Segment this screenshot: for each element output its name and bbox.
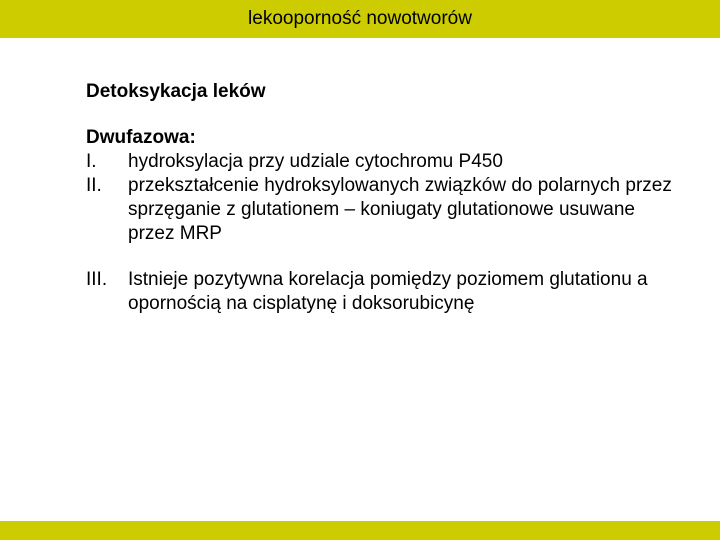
section-title: Dwufazowa: (86, 127, 196, 148)
list-item-number: III. (86, 269, 108, 290)
header-bar (0, 0, 720, 38)
footer-bar (0, 521, 720, 540)
list-item (86, 150, 686, 174)
list-item-number: I. (86, 151, 97, 172)
list-item-text: hydroksylacja przy udziale cytochromu P450 (128, 151, 503, 172)
list-item-text: przekształcenie hydroksylowanych związków do polarnych przez sprzęganie z glutationem – koniugaty glutationowe usuwane przez MRP (128, 175, 672, 244)
list-item-text: Istnieje pozytywna korelacja pomiędzy poziomem glutationu a opornością na cisplatynę i doksorubicynę (128, 269, 648, 314)
slide-content (86, 80, 686, 316)
list-item (86, 268, 686, 316)
header-title: lekooporność nowotworów (248, 8, 472, 29)
list-item (86, 174, 686, 246)
slide-heading: Detoksykacja leków (86, 81, 266, 102)
list-item-number: II. (86, 175, 102, 196)
